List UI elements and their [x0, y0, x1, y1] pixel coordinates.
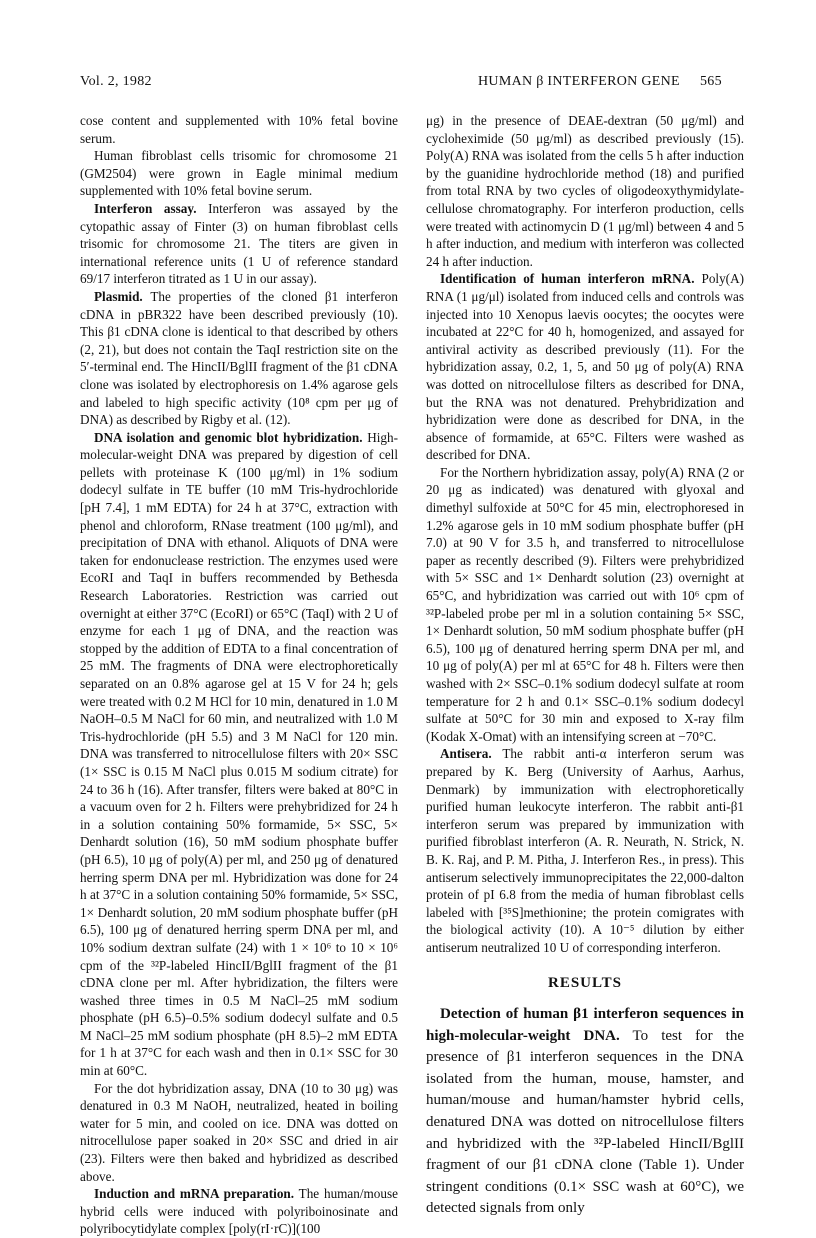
paragraph-results: Detection of human β1 interferon sequences in high-molecular-weight DNA. To test for the presence of β1 interferon sequences in the DNA isolated from the human, mouse, hamster, and human/mouse and human/hamster hybrid cells, denatured DNA was dotted on nitrocellulose filters and hybridized with the ³²P-labeled HincII/BglII fragment of our β1 cDNA clone (Table 1). Under stringent conditions (0.1× SSC wash at 60°C), we detected signals from only — [426, 1006, 744, 1217]
paragraph: cose content and supplemented with 10% fetal bovine serum. — [80, 113, 398, 146]
paragraph-induction: Induction and mRNA preparation. The human/mouse hybrid cells were induced with polyriboinosinate and polyribocytidylate complex [poly(rI·rC)](100 — [80, 1186, 398, 1237]
paragraph-interferon-assay: Interferon assay. Interferon was assayed by the cytopathic assay of Finter (3) on human fibroblast cells trisomic for chromosome 21. The titers are given in international reference units (1 U of reference standard 69/17 interferon titrated as 1 U in our assay). — [80, 200, 398, 287]
paragraph-dot-hybridization: For the dot hybridization assay, DNA (10 to 30 μg) was denatured in 0.3 M NaOH, neutralized, heated in boiling water for 5 min, and cooled on ice. DNA was dotted on nitrocellulose paper soaked in 20× SSC and dried in air (23). Filters were then baked and hybridized as described above. — [80, 1080, 398, 1184]
left-column — [80, 112, 398, 1238]
running-header-volume: Vol. 2, 1982 — [80, 74, 152, 89]
section-heading: Interferon assay. — [94, 200, 197, 216]
section-heading: DNA isolation and genomic blot hybridization. — [94, 429, 363, 445]
running-header-title: HUMAN β INTERFERON GENE — [478, 74, 680, 89]
section-heading: Identification of human interferon mRNA. — [440, 271, 695, 287]
results-heading: RESULTS — [548, 974, 622, 991]
paragraph: μg) in the presence of DEAE-dextran (50 μg/ml) and cycloheximide (50 μg/ml) as described previously (15). Poly(A) RNA was isolated from the cells 5 h after induction by the guanidine hydrochloride method (18) and purified from total RNA by two cycles of oligodeoxythymidylate-cellulose chromatography. For interferon production, cells were treated with actinomycin D (1 μg/ml) between 4 and 5 h after induction, and medium with interferon was collected 24 h after induction. — [426, 113, 744, 269]
paragraph-dna-isolation: DNA isolation and genomic blot hybridization. High-molecular-weight DNA was prepared by digestion of cell pellets with proteinase K (100 μg/ml) in 1% sodium dodecyl sulfate in TE buffer (10 mM Tris-hydrochloride [pH 7.4], 1 mM EDTA) for 24 h at 37°C, extraction with phenol and chloroform, RNase treatment (100 μg/ml), and precipitation of DNA with ethanol. Aliquots of DNA were taken for endonuclease restriction. The enzymes used were EcoRI and TaqI in buffers recommended by Bethesda Research Laboratories. Restriction was carried out overnight at either 37°C (EcoRI) or 65°C (TaqI) with 2 U of enzyme for each 1 μg of DNA, and the reaction was stopped by the addition of EDTA to a final concentration of 25 mM. The fragments of DNA were electrophoretically separated on an 0.8% agarose gel at 15 V for 24 h; gels were treated with 0.2 M HCl for 10 min, denatured in 1.0 M NaOH–0.5 M NaCl for 60 min, and neutralized with 1.0 M Tris-hydrochloride (pH 5.5) and 3 M NaCl for 120 min. DNA was transferred to nitrocellulose filters with 20× SSC (1× SSC is 0.15 M NaCl plus 0.015 M sodium citrate) for 24 to 36 h (16). After transfer, filters were baked at 80°C in a vacuum oven for 2 h. Filters were prehybridized for 24 h in a solution containing 50% formamide, 5× SSC, 5× Denhardt solution (16), 50 mM sodium phosphate buffer (pH 6.5), 10 μg of poly(A) per ml, and 250 μg of denatured herring sperm DNA per ml. Hybridization was done for 24 h at 37°C in a solution containing 50% formamide, 5× SSC, 1× Denhardt solution, 20 mM sodium phosphate buffer (pH 6.5), 100 μg of denatured herring sperm DNA per ml, and 10% sodium dextran sulfate (24) with 1 × 10⁶ to 10 × 10⁶ cpm of the ³²P-labeled HincII/BglII fragment of the β1 cDNA clone per ml. After hybridization, the filters were washed three times in 0.5 M NaCl–25 mM sodium phosphate (pH 6.5)–0.5% sodium dodecyl sulfate and 0.5 M NaCl–25 mM sodium phosphate (pH 8.5)–2 mM EDTA for 1 h at 37°C for each wash and then in 0.1× SSC for 30 min at 60°C. — [80, 429, 398, 1079]
paragraph-antisera: Antisera. The rabbit anti-α interferon serum was prepared by K. Berg (University of Aarhus, Aarhus, Denmark) by immunization with electrophoretically purified human leukocyte interferon. The rabbit anti-β1 interferon serum was prepared by immunization with purified fibroblast interferon (A. R. Neurath, N. Strick, N. B. K. Raj, and P. M. Pitha, J. Interferon Res., in press). This antiserum selectively immunoprecipitates the 22,000-dalton protein of pI 6.8 from the media of human fibroblast cells labeled with [³⁵S]methionine; the protein comigrates with the biological activity (10). A 10⁻⁵ dilution by either antiserum neutralized 10 U of corresponding interferon. — [426, 746, 744, 955]
paragraph-northern: For the Northern hybridization assay, poly(A) RNA (2 or 20 μg as indicated) was denatured with glyoxal and dimethyl sulfoxide at 50°C for 45 min, electrophoresed in 1.2% agarose gels in 10 mM sodium phosphate buffer (pH 7.0) at 90 V for 3.5 h, and transferred to nitrocellulose paper as recently described (9). Filters were prehybridized with 5× SSC and 1× Denhardt solution (23) overnight at 65°C, and hybridization was carried out with 10⁶ cpm of ³²P-labeled probe per ml in a solution containing 5× SSC, 1× Denhardt solution, 50 mM sodium phosphate buffer (pH 6.5), 100 μg of denatured herring sperm DNA per ml, and 10 μg of poly(A) per ml at 65°C for 48 h. Filters were then washed with 2× SSC–0.1% sodium dodecyl sulfate at room temperature for 2 h and 0.1× SSC–0.1% sodium dodecyl sulfate at 50°C for 30 min and exposed to X-ray film (Kodak X-Omat) with an intensifying screen at −70°C. — [426, 464, 744, 744]
page-number: 565 — [700, 74, 722, 89]
section-heading: Plasmid. — [94, 288, 143, 304]
paragraph-plasmid: Plasmid. The properties of the cloned β1 interferon cDNA in pBR322 have been described previously (10). This β1 cDNA clone is identical to that described by others (2, 21), but does not contain the TaqI restriction site on the 5′-terminal end. The HincII/BglII fragment of the β1 cDNA clone was isolated by electrophoresis on 1.4% agarose gels and labeled to high specific activity (10⁸ cpm per μg of DNA) as described by Rigby et al. (12). — [80, 288, 398, 428]
right-column — [426, 112, 744, 1220]
paragraph: Human fibroblast cells trisomic for chromosome 21 (GM2504) were grown in Eagle minimal medium supplemented with 10% fetal bovine serum. — [80, 148, 398, 199]
section-heading: Detection of human β1 interferon sequences in high-molecular-weight DNA. — [426, 1006, 744, 1044]
section-heading: Antisera. — [440, 746, 492, 762]
section-heading: Induction and mRNA preparation. — [94, 1186, 295, 1202]
paragraph-mrna-identification: Identification of human interferon mRNA. Poly(A) RNA (1 μg/μl) isolated from induced cells and controls was injected into 10 Xenopus laevis oocytes; the oocytes were incubated at 22°C for 40 h, homogenized, and assayed for antiviral activity as described previously (11). For the hybridization assay, 0.2, 1, 5, and 50 μg of poly(A) RNA was dotted on nitrocellulose filters as described for DNA, but the RNA was not denatured. Prehybridization and hybridization were done as described for DNA, in the absence of formamide, at 65°C. Filters were washed as described for DNA. — [426, 271, 744, 463]
